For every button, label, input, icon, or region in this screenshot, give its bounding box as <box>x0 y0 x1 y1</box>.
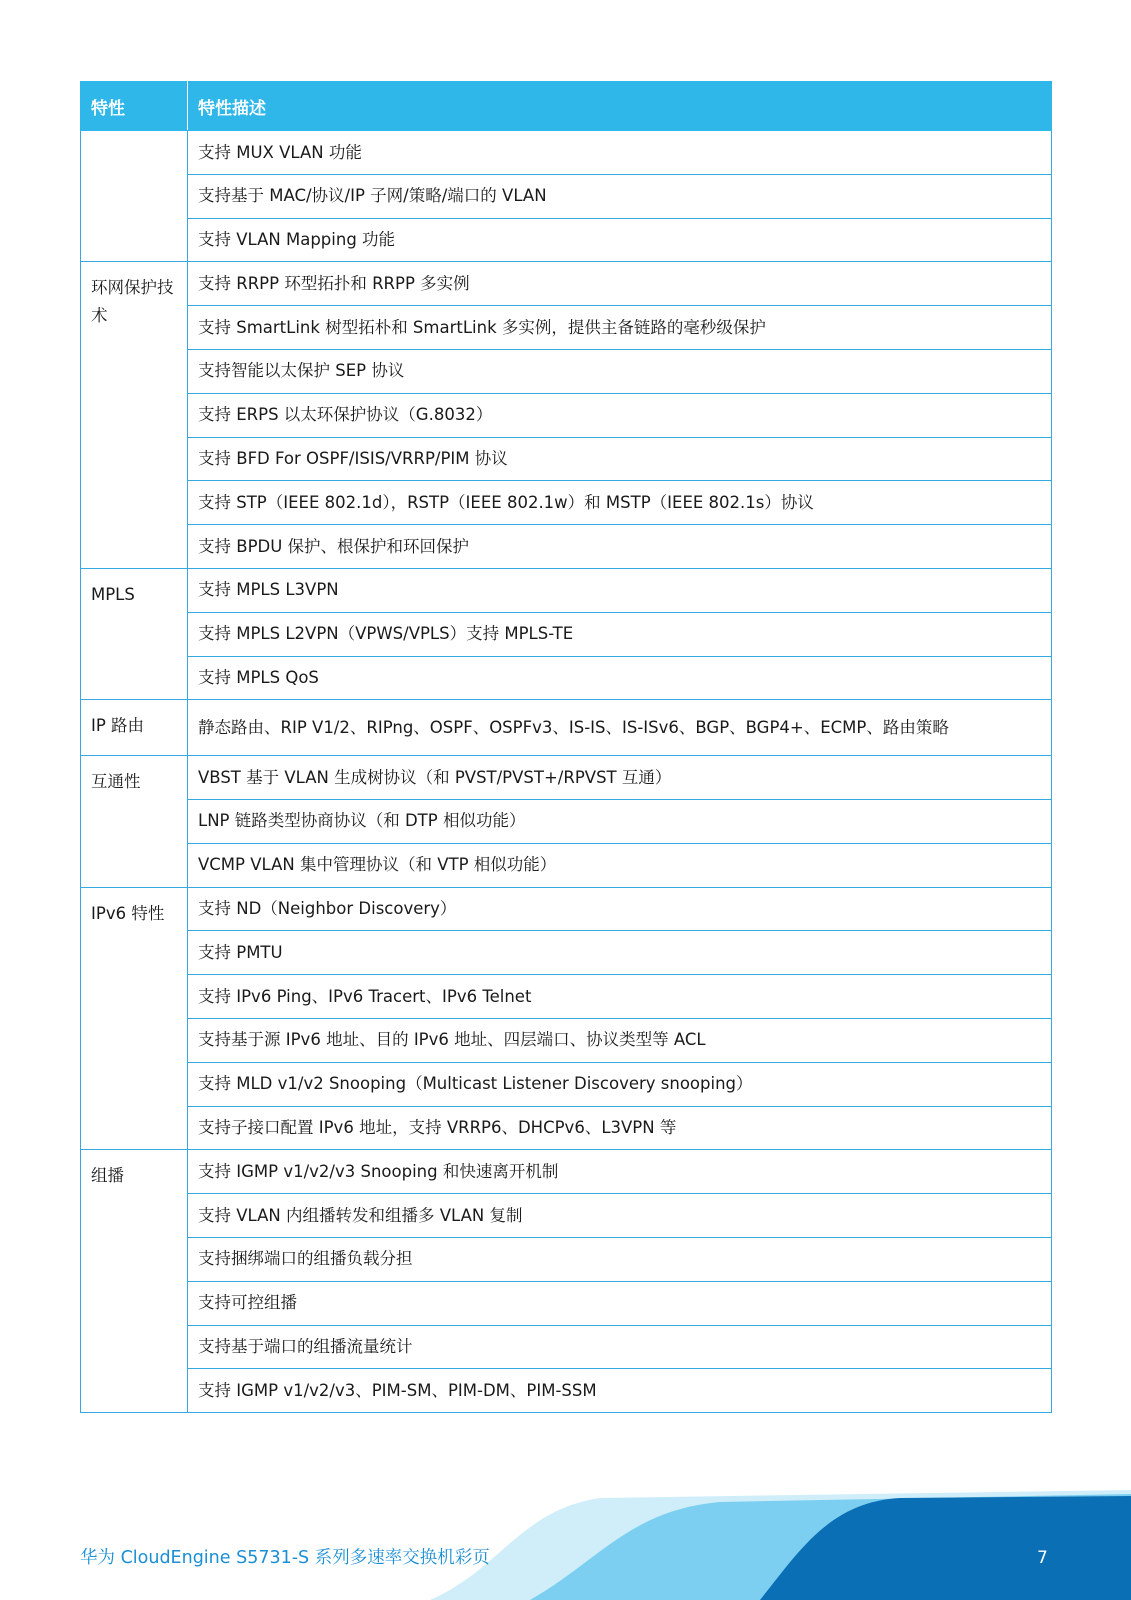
description-cell: 支持智能以太保护 SEP 协议 <box>188 349 1052 393</box>
table-row <box>81 931 1052 975</box>
description-cell: 支持 IGMP v1/v2/v3、PIM-SM、PIM-DM、PIM-SSM <box>188 1369 1052 1413</box>
table-row <box>81 568 1052 612</box>
description-cell: 支持子接口配置 IPv6 地址，支持 VRRP6、DHCPv6、L3VPN 等 <box>188 1106 1052 1150</box>
description-cell: 支持 BPDU 保护、根保护和环回保护 <box>188 525 1052 569</box>
table-row <box>81 131 1052 175</box>
table-row <box>81 612 1052 656</box>
feature-cell: 互通性 <box>81 756 188 887</box>
table-row <box>81 525 1052 569</box>
table-row <box>81 306 1052 350</box>
table-row <box>81 799 1052 843</box>
description-cell: 支持 MLD v1/v2 Snooping（Multicast Listener Discovery snooping） <box>188 1062 1052 1106</box>
description-cell: 支持 VLAN Mapping 功能 <box>188 218 1052 262</box>
table-row <box>81 262 1052 306</box>
footer-title: 华为 CloudEngine S5731-S 系列多速率交换机彩页 <box>80 1548 490 1568</box>
feature-cell: IPv6 特性 <box>81 887 188 1150</box>
table-row <box>81 1194 1052 1238</box>
page-number: 7 <box>1037 1548 1048 1568</box>
description-cell: 支持 MUX VLAN 功能 <box>188 131 1052 175</box>
table-row <box>81 1281 1052 1325</box>
description-cell: 支持 PMTU <box>188 931 1052 975</box>
description-cell: 支持基于 MAC/协议/IP 子网/策略/端口的 VLAN <box>188 174 1052 218</box>
table-row <box>81 1369 1052 1413</box>
table-row <box>81 1150 1052 1194</box>
table-row <box>81 174 1052 218</box>
spec-table <box>80 81 1052 1413</box>
table-row <box>81 656 1052 700</box>
description-cell: 支持 MPLS QoS <box>188 656 1052 700</box>
table-row <box>81 349 1052 393</box>
table-row <box>81 393 1052 437</box>
description-cell: 支持 BFD For OSPF/ISIS/VRRP/PIM 协议 <box>188 437 1052 481</box>
description-cell: 支持 MPLS L2VPN（VPWS/VPLS）支持 MPLS-TE <box>188 612 1052 656</box>
feature-cell: 环网保护技术 <box>81 262 188 569</box>
table-row <box>81 1237 1052 1281</box>
table-row <box>81 437 1052 481</box>
description-cell: 静态路由、RIP V1/2、RIPng、OSPF、OSPFv3、IS-IS、IS-ISv6、BGP、BGP4+、ECMP、路由策略 <box>188 700 1052 756</box>
table-row <box>81 1325 1052 1369</box>
table-body <box>81 131 1052 1413</box>
description-cell: 支持 STP（IEEE 802.1d），RSTP（IEEE 802.1w）和 MSTP（IEEE 802.1s）协议 <box>188 481 1052 525</box>
description-cell: 支持 IPv6 Ping、IPv6 Tracert、IPv6 Telnet <box>188 975 1052 1019</box>
description-cell: LNP 链路类型协商协议（和 DTP 相似功能） <box>188 799 1052 843</box>
table-row <box>81 756 1052 800</box>
description-cell: 支持基于源 IPv6 地址、目的 IPv6 地址、四层端口、协议类型等 ACL <box>188 1018 1052 1062</box>
description-cell: 支持 IGMP v1/v2/v3 Snooping 和快速离开机制 <box>188 1150 1052 1194</box>
description-cell: VBST 基于 VLAN 生成树协议（和 PVST/PVST+/RPVST 互通） <box>188 756 1052 800</box>
table-row <box>81 843 1052 887</box>
feature-cell <box>81 131 188 262</box>
table-row <box>81 1018 1052 1062</box>
table-row <box>81 1062 1052 1106</box>
description-cell: 支持基于端口的组播流量统计 <box>188 1325 1052 1369</box>
description-cell: 支持 ND（Neighbor Discovery） <box>188 887 1052 931</box>
feature-cell: MPLS <box>81 568 188 699</box>
table-row <box>81 887 1052 931</box>
table-header-row <box>81 82 1052 131</box>
header-feature: 特性 <box>81 82 188 131</box>
table-row <box>81 218 1052 262</box>
table-row <box>81 481 1052 525</box>
description-cell: 支持捆绑端口的组播负载分担 <box>188 1237 1052 1281</box>
description-cell: 支持 SmartLink 树型拓朴和 SmartLink 多实例，提供主备链路的毫秒级保护 <box>188 306 1052 350</box>
description-cell: 支持可控组播 <box>188 1281 1052 1325</box>
description-cell: 支持 RRPP 环型拓扑和 RRPP 多实例 <box>188 262 1052 306</box>
description-cell: 支持 MPLS L3VPN <box>188 568 1052 612</box>
description-cell: 支持 VLAN 内组播转发和组播多 VLAN 复制 <box>188 1194 1052 1238</box>
table-row <box>81 1106 1052 1150</box>
description-cell: VCMP VLAN 集中管理协议（和 VTP 相似功能） <box>188 843 1052 887</box>
table-row <box>81 975 1052 1019</box>
header-description: 特性描述 <box>188 82 1052 131</box>
feature-cell: 组播 <box>81 1150 188 1413</box>
table-row <box>81 700 1052 756</box>
description-cell: 支持 ERPS 以太环保护协议（G.8032） <box>188 393 1052 437</box>
feature-cell: IP 路由 <box>81 700 188 756</box>
